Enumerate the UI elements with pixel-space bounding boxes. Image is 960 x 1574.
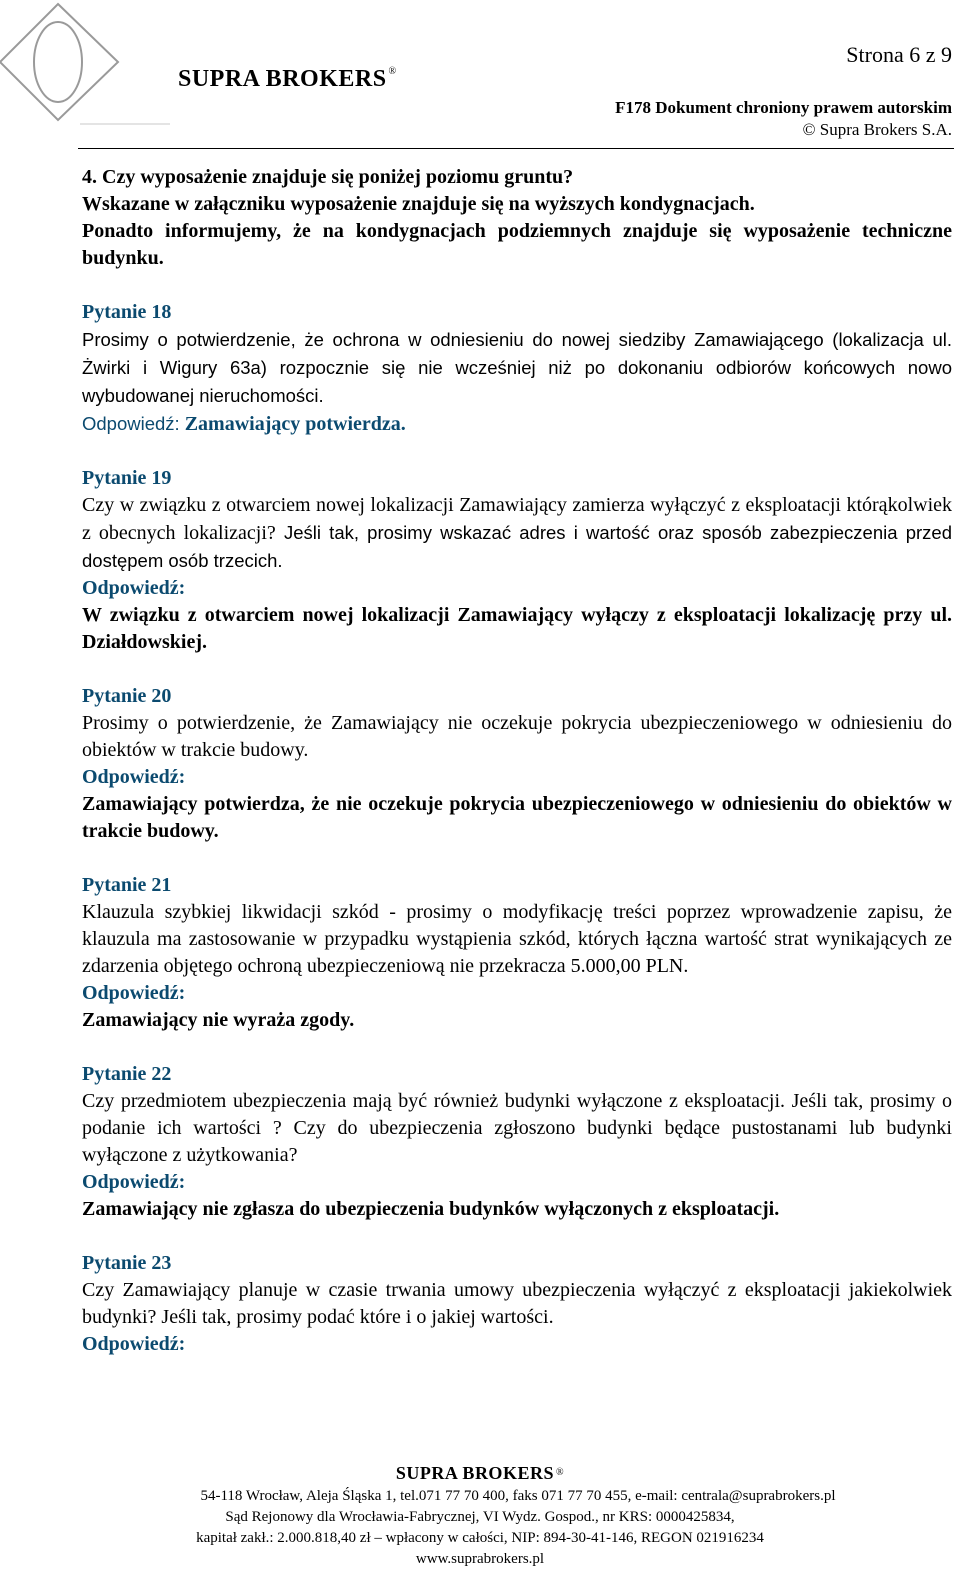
copyright-notice: © Supra Brokers S.A.: [802, 120, 952, 139]
question-18-text-part-1: Prosimy o potwierdzenie, że ochrona w odniesieniu do nowej siedziby Zamawiającego (lokalizacja ul.: [82, 329, 952, 350]
brand-text: SUPRA BROKERS: [178, 66, 387, 92]
question-21-title: Pytanie 21: [82, 874, 172, 896]
answer-label: Odpowiedź:: [82, 766, 186, 788]
question-18-text: [82, 326, 952, 410]
question-22-text: Czy przedmiotem ubezpieczenia mają być również budynki wyłączone z eksploatacji. Jeśli tak, prosimy o podanie ich wartości ? Czy do ubezpieczenia zgłoszono budynki będące pustostanami lub budynki wyłączone z użytkowania?: [82, 1090, 952, 1166]
page-number: Strona 6 z 9: [846, 42, 952, 67]
question-4-answer-line-2: Ponadto informujemy, że na kondygnacjach podziemnych znajduje się wyposażenie techniczne budynku.: [82, 220, 952, 269]
answer-label: Odpowiedź:: [82, 413, 180, 434]
question-20-title: Pytanie 20: [82, 685, 172, 707]
question-18-text-part-2: Żwirki i Wigury 63a) rozpocznie się nie wcześniej niż po dokonaniu odbiorów końcowych nowo wybudowanej nieruchomości.: [82, 357, 952, 406]
document-body: [82, 164, 952, 1358]
footer-brand-text: SUPRA BROKERS: [395, 1463, 554, 1483]
answer-label: Odpowiedź:: [82, 1171, 186, 1193]
question-20-text: Prosimy o potwierdzenie, że Zamawiający nie oczekuje pokrycia ubezpieczeniowego w odniesieniu do obiektów w trakcie budowy.: [82, 712, 952, 761]
question-20-answer: Zamawiający potwierdza, że nie oczekuje pokrycia ubezpieczeniowego w odniesieniu do obiektów w trakcie budowy.: [82, 793, 952, 842]
answer-label: Odpowiedź:: [82, 577, 186, 599]
footer-court-registration: Sąd Rejonowy dla Wrocławia-Fabrycznej, VI Wydz. Gospod., nr KRS: 0000425834,: [225, 1509, 735, 1525]
answer-label: Odpowiedź:: [82, 982, 186, 1004]
question-23-text: Czy Zamawiający planuje w czasie trwania umowy ubezpieczenia wyłączyć z eksploatacji jakiekolwiek budynki? Jeśli tak, prosimy podać które i o jakiej wartości.: [82, 1279, 952, 1328]
question-22-title: Pytanie 22: [82, 1063, 172, 1085]
question-19-text-part-2: Jeśli tak, prosimy wskazać adres i wartość oraz sposób zabezpieczenia przed dostępem osób trzecich.: [82, 522, 952, 571]
registered-mark: ®: [388, 66, 397, 77]
question-19-answer: W związku z otwarciem nowej lokalizacji Zamawiający wyłączy z eksploatacji lokalizację przy ul. Działdowskiej.: [82, 604, 952, 653]
question-18-answer: [82, 410, 952, 438]
question-18-answer-text: Zamawiający potwierdza.: [179, 413, 406, 435]
question-19-title: Pytanie 19: [82, 467, 172, 489]
question-4-heading: 4. Czy wyposażenie znajduje się poniżej poziomu gruntu?: [82, 166, 574, 188]
registered-mark: ®: [555, 1467, 565, 1478]
question-19-text: [82, 492, 952, 575]
question-21-answer: Zamawiający nie wyraża zgody.: [82, 1009, 355, 1031]
header-divider: [78, 148, 954, 149]
question-22-answer: Zamawiający nie zgłasza do ubezpieczenia budynków wyłączonych z eksploatacji.: [82, 1198, 780, 1220]
answer-label: Odpowiedź:: [82, 1333, 186, 1355]
page-footer: [0, 1460, 960, 1570]
footer-brand: [0, 1460, 960, 1486]
footer-capital-info: kapitał zakł.: 2.000.818,40 zł – wpłacony w całości, NIP: 894-30-41-146, REGON 021916234: [196, 1530, 764, 1546]
question-21-text: Klauzula szybkiej likwidacji szkód - prosimy o modyfikację treści poprzez wprowadzenie zapisu, że klauzula ma zastosowanie w przypadku wystąpienia szkód, których łączna wartość strat wynikających ze zdarzenia objętego ochroną ubezpieczeniową nie przekracza 5.000,00 PLN.: [82, 901, 952, 977]
question-18-title: Pytanie 18: [82, 301, 172, 323]
brand-name: [178, 66, 397, 93]
footer-address: 54-118 Wrocław, Aleja Śląska 1, tel.071 77 70 400, faks 071 77 70 455, e-mail: centrala@suprabrokers.pl: [200, 1488, 836, 1504]
footer-website-link[interactable]: www.suprabrokers.pl: [415, 1551, 545, 1567]
question-23-title: Pytanie 23: [82, 1252, 172, 1274]
question-4-answer-line-1: Wskazane w załączniku wyposażenie znajduje się na wyższych kondygnacjach.: [82, 193, 755, 215]
question-19-text-part-1: Czy w związku z otwarciem nowej lokalizacji Zamawiający zamierza wyłączyć z eksploatacji którąkolwiek z obecnych lokalizacji?: [82, 494, 952, 544]
document-notice: F178 Dokument chroniony prawem autorskim: [615, 98, 952, 117]
